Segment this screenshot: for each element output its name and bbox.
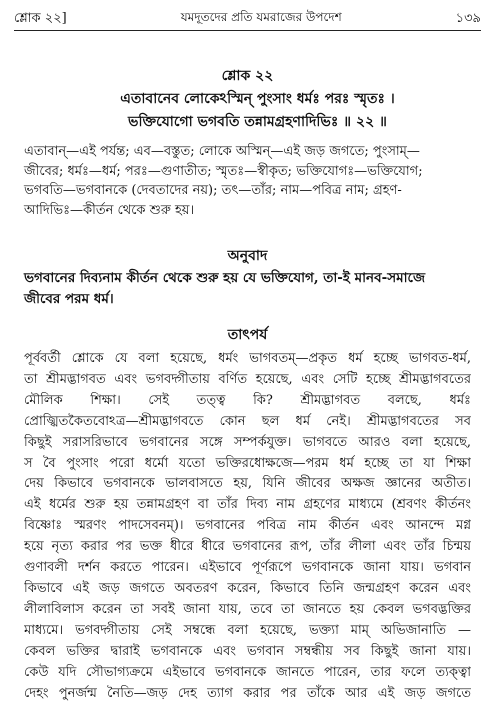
header-verse-ref: শ্লোক ২২] xyxy=(14,10,67,26)
purport-line: কিছুই সরাসরিভাবে ভগবানের সঙ্গে সম্পর্কযুক্ত। ভাগবতে আরও বলা হয়েছে, xyxy=(24,434,471,450)
synonyms-line: আদিভিঃ—কীর্তন থেকে শুরু হয়। xyxy=(24,202,195,218)
purport-line: লীলাবিলাস করেন তা সবই জানা যায়, তবে তা জানতে হয় কেবল ভগবদ্ভক্তির xyxy=(24,601,471,617)
purport-line: দেহং পুনর্জন্ম নৈতি—জড় দেহ ত্যাগ করার পর তাঁকে আর এই জড় জগতে xyxy=(24,685,471,701)
purport-line: গুণাবলী দর্শন করতে পারেন। এইভাবে পূর্ণরূপে ভগবানকে জানা যায়। ভগবান xyxy=(24,560,471,576)
purport-line: বিষ্ণোঃ স্মরণং পাদসেবনম্)। ভগবানের পবিত্র নাম কীর্তন এবং আনন্দে মগ্ন xyxy=(24,518,471,534)
purport-line: তা শ্রীমদ্ভাগবত এবং ভগবদ্গীতায় বর্ণিত হয়েছে, এবং সেটি হচ্ছে শ্রীমদ্ভাগবতের xyxy=(24,371,471,387)
synonyms-block xyxy=(24,142,471,220)
running-header xyxy=(14,8,481,31)
purport-line: হয়ে নৃত্য করার পর ভক্ত ধীরে ধীরে ভগবানের রূপ, তাঁর লীলা এবং তাঁর চিন্ময় xyxy=(24,539,471,555)
purport-line: পূর্ববর্তী শ্লোকে যে বলা হয়েছে, ধর্মং ভাগবতম্—প্রকৃত ধর্ম হচ্ছে ভাগবত-ধর্ম, xyxy=(24,351,471,366)
page-number: ১৩৯ xyxy=(455,10,481,26)
translation-heading: অনুবাদ xyxy=(227,248,268,264)
synonyms-line: ভগবতি—ভগবানকে (দেবতাদের নয়); তৎ—তাঁর; নাম—পবিত্র নাম; গ্রহণ- xyxy=(24,183,402,198)
header-chapter-title: যমদূতদের প্রতি যমরাজের উপদেশ xyxy=(180,10,342,24)
purport-line: স বৈ পুংসাং পরো ধর্মো যতো ভক্তিরধোক্ষজে—পরম ধর্ম হচ্ছে তা যা শিক্ষা xyxy=(24,455,471,471)
verse-line: ভক্তিযোগো ভগবতি তন্নামগ্রহণাদিভিঃ ॥ ২২ ॥ xyxy=(128,114,387,130)
purport-line: মৌলিক শিক্ষা। সেই তত্ত্ব কি? শ্রীমদ্ভাগবত বলছে, ধর্মঃ xyxy=(24,392,471,408)
verse-title: শ্লোক ২২ xyxy=(221,68,274,84)
purport-line: মাধ্যমে। ভগবদ্গীতায় সেই সম্বন্ধে বলা হয়েছে, ভক্ত্যা মাম্ অভিজানাতি — xyxy=(24,622,471,638)
purport-line: কিভাবে এই জড় জগতে অবতরণ করেন, কিভাবে তিনি জন্মগ্রহণ করেন এবং xyxy=(24,580,471,596)
synonyms-line: জীবের; ধর্মঃ—ধর্ম; পরঃ—গুণাতীত; স্মৃতঃ—স্বীকৃত; ভক্তিযোগঃ—ভক্তিযোগ; xyxy=(24,163,423,179)
translation-block xyxy=(24,268,471,310)
synonyms-line: এতাবান্—এই পর্যন্ত; এব—বস্তুত; লোকে অস্মিন্—এই জড় জগতে; পুংসাম্— xyxy=(24,144,420,159)
purport-line: এই ধর্মের শুরু হয় তন্নামগ্রহণ বা তাঁর দিব্য নাম গ্রহণের মাধ্যমে (শ্রবণং কীর্তনং xyxy=(24,497,471,513)
purport-line: কেউ যদি সৌভাগ্যক্রমে এইভাবে ভগবানকে জানতে পারেন, তার ফলে ত্যক্ত্বা xyxy=(24,664,471,680)
purport-line: কেবল ভক্তির দ্বারাই ভগবানকে এবং ভগবান সম্বন্ধীয় সব কিছুই জানা যায়। xyxy=(24,643,471,659)
purport-heading: তাৎপর্য xyxy=(227,327,268,343)
purport-line: দেয় কিভাবে ভগবানকে ভালবাসতে হয়, যিনি জীবের অক্ষজ জ্ঞানের অতীত। xyxy=(24,476,471,492)
purport-line: প্রোজ্ঝিতকৈতবোঽত্র—শ্রীমদ্ভাগবতে কোন ছল ধর্ম নেই। শ্রীমদ্ভাগবতের সব xyxy=(24,413,471,429)
translation-line: ভগবানের দিব্যনাম কীর্তন থেকে শুরু হয় যে ভক্তিযোগ, তা-ই মানব-সমাজে xyxy=(24,270,426,286)
purport-block xyxy=(24,349,471,704)
verse-line: এতাবানেব লোকেঽস্মিন্ পুংসাং ধর্মঃ পরঃ স্মৃতঃ । xyxy=(120,91,395,107)
translation-line: জীবের পরম ধর্ম। xyxy=(24,291,114,307)
